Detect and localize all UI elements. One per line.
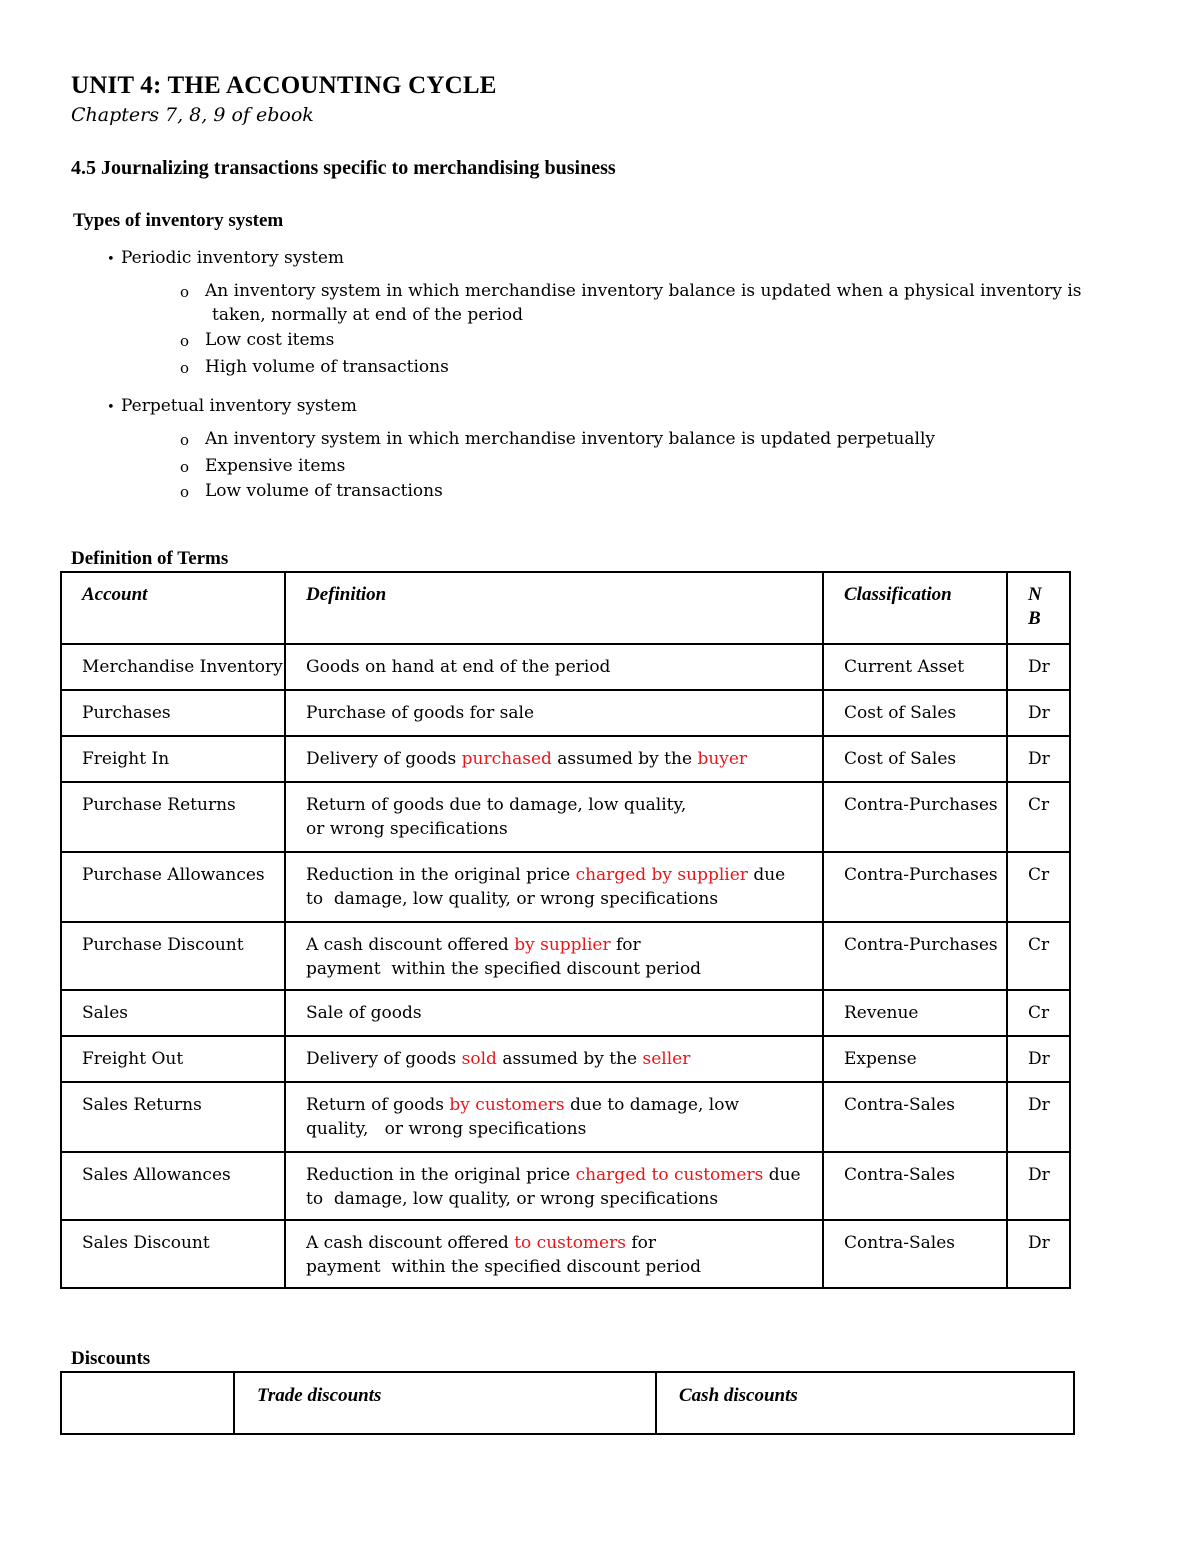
definition-cell xyxy=(285,922,823,990)
definition-cell xyxy=(285,690,823,736)
terms-row xyxy=(61,1082,1070,1152)
page-subtitle: Chapters 7, 8, 9 of ebook xyxy=(71,104,314,126)
account-cell: Sales xyxy=(61,990,285,1036)
classification-cell: Cost of Sales xyxy=(823,690,1007,736)
classification-cell: Contra-Purchases xyxy=(823,782,1007,852)
definition-cell xyxy=(285,1220,823,1288)
definition-text: assumed by the xyxy=(496,1049,643,1069)
classification-cell: Current Asset xyxy=(823,644,1007,690)
definition-line xyxy=(306,1231,822,1255)
definition-text: Purchase of goods for sale xyxy=(306,703,535,723)
terms-row xyxy=(61,690,1070,736)
definition-line xyxy=(306,1163,822,1187)
definition-line-2: to damage, low quality, or wrong specifications xyxy=(306,1189,719,1209)
terms-row xyxy=(61,922,1070,990)
definition-text: Goods on hand at end of the period xyxy=(306,657,611,677)
terms-row xyxy=(61,852,1070,922)
account-cell: Freight Out xyxy=(61,1036,285,1082)
definition-text: Delivery of goods xyxy=(306,749,462,769)
periodic-system-label: Periodic inventory system xyxy=(121,248,345,268)
definition-line-2: payment within the specified discount period xyxy=(306,959,702,979)
account-cell: Sales Allowances xyxy=(61,1152,285,1220)
trade-discounts-header: Trade discounts xyxy=(234,1372,656,1434)
terms-header-row xyxy=(61,572,1070,644)
classification-cell: Revenue xyxy=(823,990,1007,1036)
account-cell: Purchase Returns xyxy=(61,782,285,852)
perpetual-system-label: Perpetual inventory system xyxy=(121,396,357,416)
discounts-table-label: Discounts xyxy=(71,1348,151,1369)
definition-highlight: purchased xyxy=(461,749,552,769)
definition-cell xyxy=(285,644,823,690)
definition-highlight: buyer xyxy=(697,749,748,769)
definition-text: Reduction in the original price xyxy=(306,1165,576,1185)
definition-line xyxy=(306,1047,822,1071)
normal-balance-cell: Cr xyxy=(1007,990,1070,1036)
definition-text: assumed by the xyxy=(551,749,698,769)
account-cell: Freight In xyxy=(61,736,285,782)
cash-discounts-header: Cash discounts xyxy=(656,1372,1074,1434)
discounts-header-row xyxy=(61,1372,1074,1434)
normal-balance-cell: Dr xyxy=(1007,1036,1070,1082)
terms-row xyxy=(61,990,1070,1036)
normal-balance-cell: Dr xyxy=(1007,690,1070,736)
definition-text: Return of goods due to damage, low quality, xyxy=(306,795,687,815)
definition-highlight: charged to customers xyxy=(575,1165,764,1185)
definition-line xyxy=(306,1001,822,1025)
definition-text: for xyxy=(610,935,641,955)
circle-bullet-icon: o xyxy=(180,332,190,350)
terms-row xyxy=(61,644,1070,690)
classification-cell: Contra-Sales xyxy=(823,1220,1007,1288)
definition-line xyxy=(306,793,822,817)
definition-highlight: by customers xyxy=(449,1095,565,1115)
periodic-point-continued: taken, normally at end of the period xyxy=(212,305,523,325)
normal-balance-cell: Dr xyxy=(1007,1082,1070,1152)
definition-text: Return of goods xyxy=(306,1095,450,1115)
normal-balance-cell: Dr xyxy=(1007,644,1070,690)
definition-highlight: to customers xyxy=(514,1233,626,1253)
terms-row xyxy=(61,736,1070,782)
section-heading: 4.5 Journalizing transactions specific to merchandising business xyxy=(71,157,616,179)
terms-row xyxy=(61,782,1070,852)
classification-cell: Contra-Purchases xyxy=(823,852,1007,922)
header-classification: Classification xyxy=(823,572,1007,644)
normal-balance-cell: Cr xyxy=(1007,782,1070,852)
definition-text: Delivery of goods xyxy=(306,1049,462,1069)
definition-line xyxy=(306,863,822,887)
definition-line xyxy=(306,701,822,725)
terms-row xyxy=(61,1152,1070,1220)
inventory-types-heading: Types of inventory system xyxy=(73,210,284,231)
circle-bullet-icon: o xyxy=(180,359,190,377)
perpetual-point: Expensive items xyxy=(205,456,346,476)
definition-line-2: to damage, low quality, or wrong specifications xyxy=(306,889,719,909)
definition-cell xyxy=(285,990,823,1036)
definition-line xyxy=(306,1093,822,1117)
terms-row xyxy=(61,1220,1070,1288)
definition-line xyxy=(306,747,822,771)
header-account: Account xyxy=(61,572,285,644)
definition-text: A cash discount offered xyxy=(306,1233,515,1253)
normal-balance-cell: Dr xyxy=(1007,736,1070,782)
circle-bullet-icon: o xyxy=(180,483,190,501)
definition-cell xyxy=(285,1152,823,1220)
discounts-table xyxy=(60,1371,1075,1435)
account-cell: Purchase Allowances xyxy=(61,852,285,922)
definition-line-2: payment within the specified discount period xyxy=(306,1257,702,1277)
definition-cell xyxy=(285,852,823,922)
header-nb-line1: N xyxy=(1028,584,1042,605)
definition-cell xyxy=(285,736,823,782)
periodic-point: An inventory system in which merchandise inventory balance is updated when a physical inventory is xyxy=(205,281,1082,301)
header-normal-balance xyxy=(1007,572,1070,644)
definition-text: for xyxy=(625,1233,657,1253)
definition-text: Sale of goods xyxy=(306,1003,422,1023)
definition-line xyxy=(306,655,822,679)
definition-text: Reduction in the original price xyxy=(306,865,576,885)
header-nb-line2: B xyxy=(1028,608,1041,629)
definition-highlight: seller xyxy=(642,1049,691,1069)
terms-table-label: Definition of Terms xyxy=(71,548,229,569)
classification-cell: Expense xyxy=(823,1036,1007,1082)
bullet-icon: • xyxy=(107,252,115,267)
normal-balance-cell: Cr xyxy=(1007,852,1070,922)
classification-cell: Contra-Purchases xyxy=(823,922,1007,990)
definition-text: A cash discount offered xyxy=(306,935,515,955)
bullet-icon: • xyxy=(107,400,115,415)
definition-line-2: quality, or wrong specifications xyxy=(306,1119,587,1139)
definition-text: due xyxy=(763,1165,801,1185)
definition-text: due to damage, low xyxy=(564,1095,740,1115)
account-cell: Sales Returns xyxy=(61,1082,285,1152)
definition-text: due xyxy=(747,865,786,885)
discounts-blank-cell xyxy=(61,1372,234,1434)
definition-cell xyxy=(285,782,823,852)
definition-highlight: by supplier xyxy=(514,935,611,955)
circle-bullet-icon: o xyxy=(180,458,190,476)
classification-cell: Contra-Sales xyxy=(823,1082,1007,1152)
definition-cell xyxy=(285,1036,823,1082)
definition-line xyxy=(306,933,822,957)
periodic-point: High volume of transactions xyxy=(205,357,449,377)
circle-bullet-icon: o xyxy=(180,283,190,301)
normal-balance-cell: Dr xyxy=(1007,1220,1070,1288)
definition-highlight: charged by supplier xyxy=(575,865,748,885)
terms-table xyxy=(60,571,1071,1289)
normal-balance-cell: Cr xyxy=(1007,922,1070,990)
perpetual-point: Low volume of transactions xyxy=(205,481,443,501)
account-cell: Sales Discount xyxy=(61,1220,285,1288)
normal-balance-cell: Dr xyxy=(1007,1152,1070,1220)
periodic-point: Low cost items xyxy=(205,330,335,350)
account-cell: Purchases xyxy=(61,690,285,736)
account-cell: Purchase Discount xyxy=(61,922,285,990)
classification-cell: Contra-Sales xyxy=(823,1152,1007,1220)
perpetual-point: An inventory system in which merchandise inventory balance is updated perpetually xyxy=(205,429,935,449)
definition-highlight: sold xyxy=(461,1049,497,1069)
header-definition: Definition xyxy=(285,572,823,644)
definition-line-2: or wrong specifications xyxy=(306,819,508,839)
account-cell: Merchandise Inventory xyxy=(61,644,285,690)
terms-row xyxy=(61,1036,1070,1082)
classification-cell: Cost of Sales xyxy=(823,736,1007,782)
definition-cell xyxy=(285,1082,823,1152)
page-title: UNIT 4: THE ACCOUNTING CYCLE xyxy=(71,72,497,99)
circle-bullet-icon: o xyxy=(180,431,190,449)
